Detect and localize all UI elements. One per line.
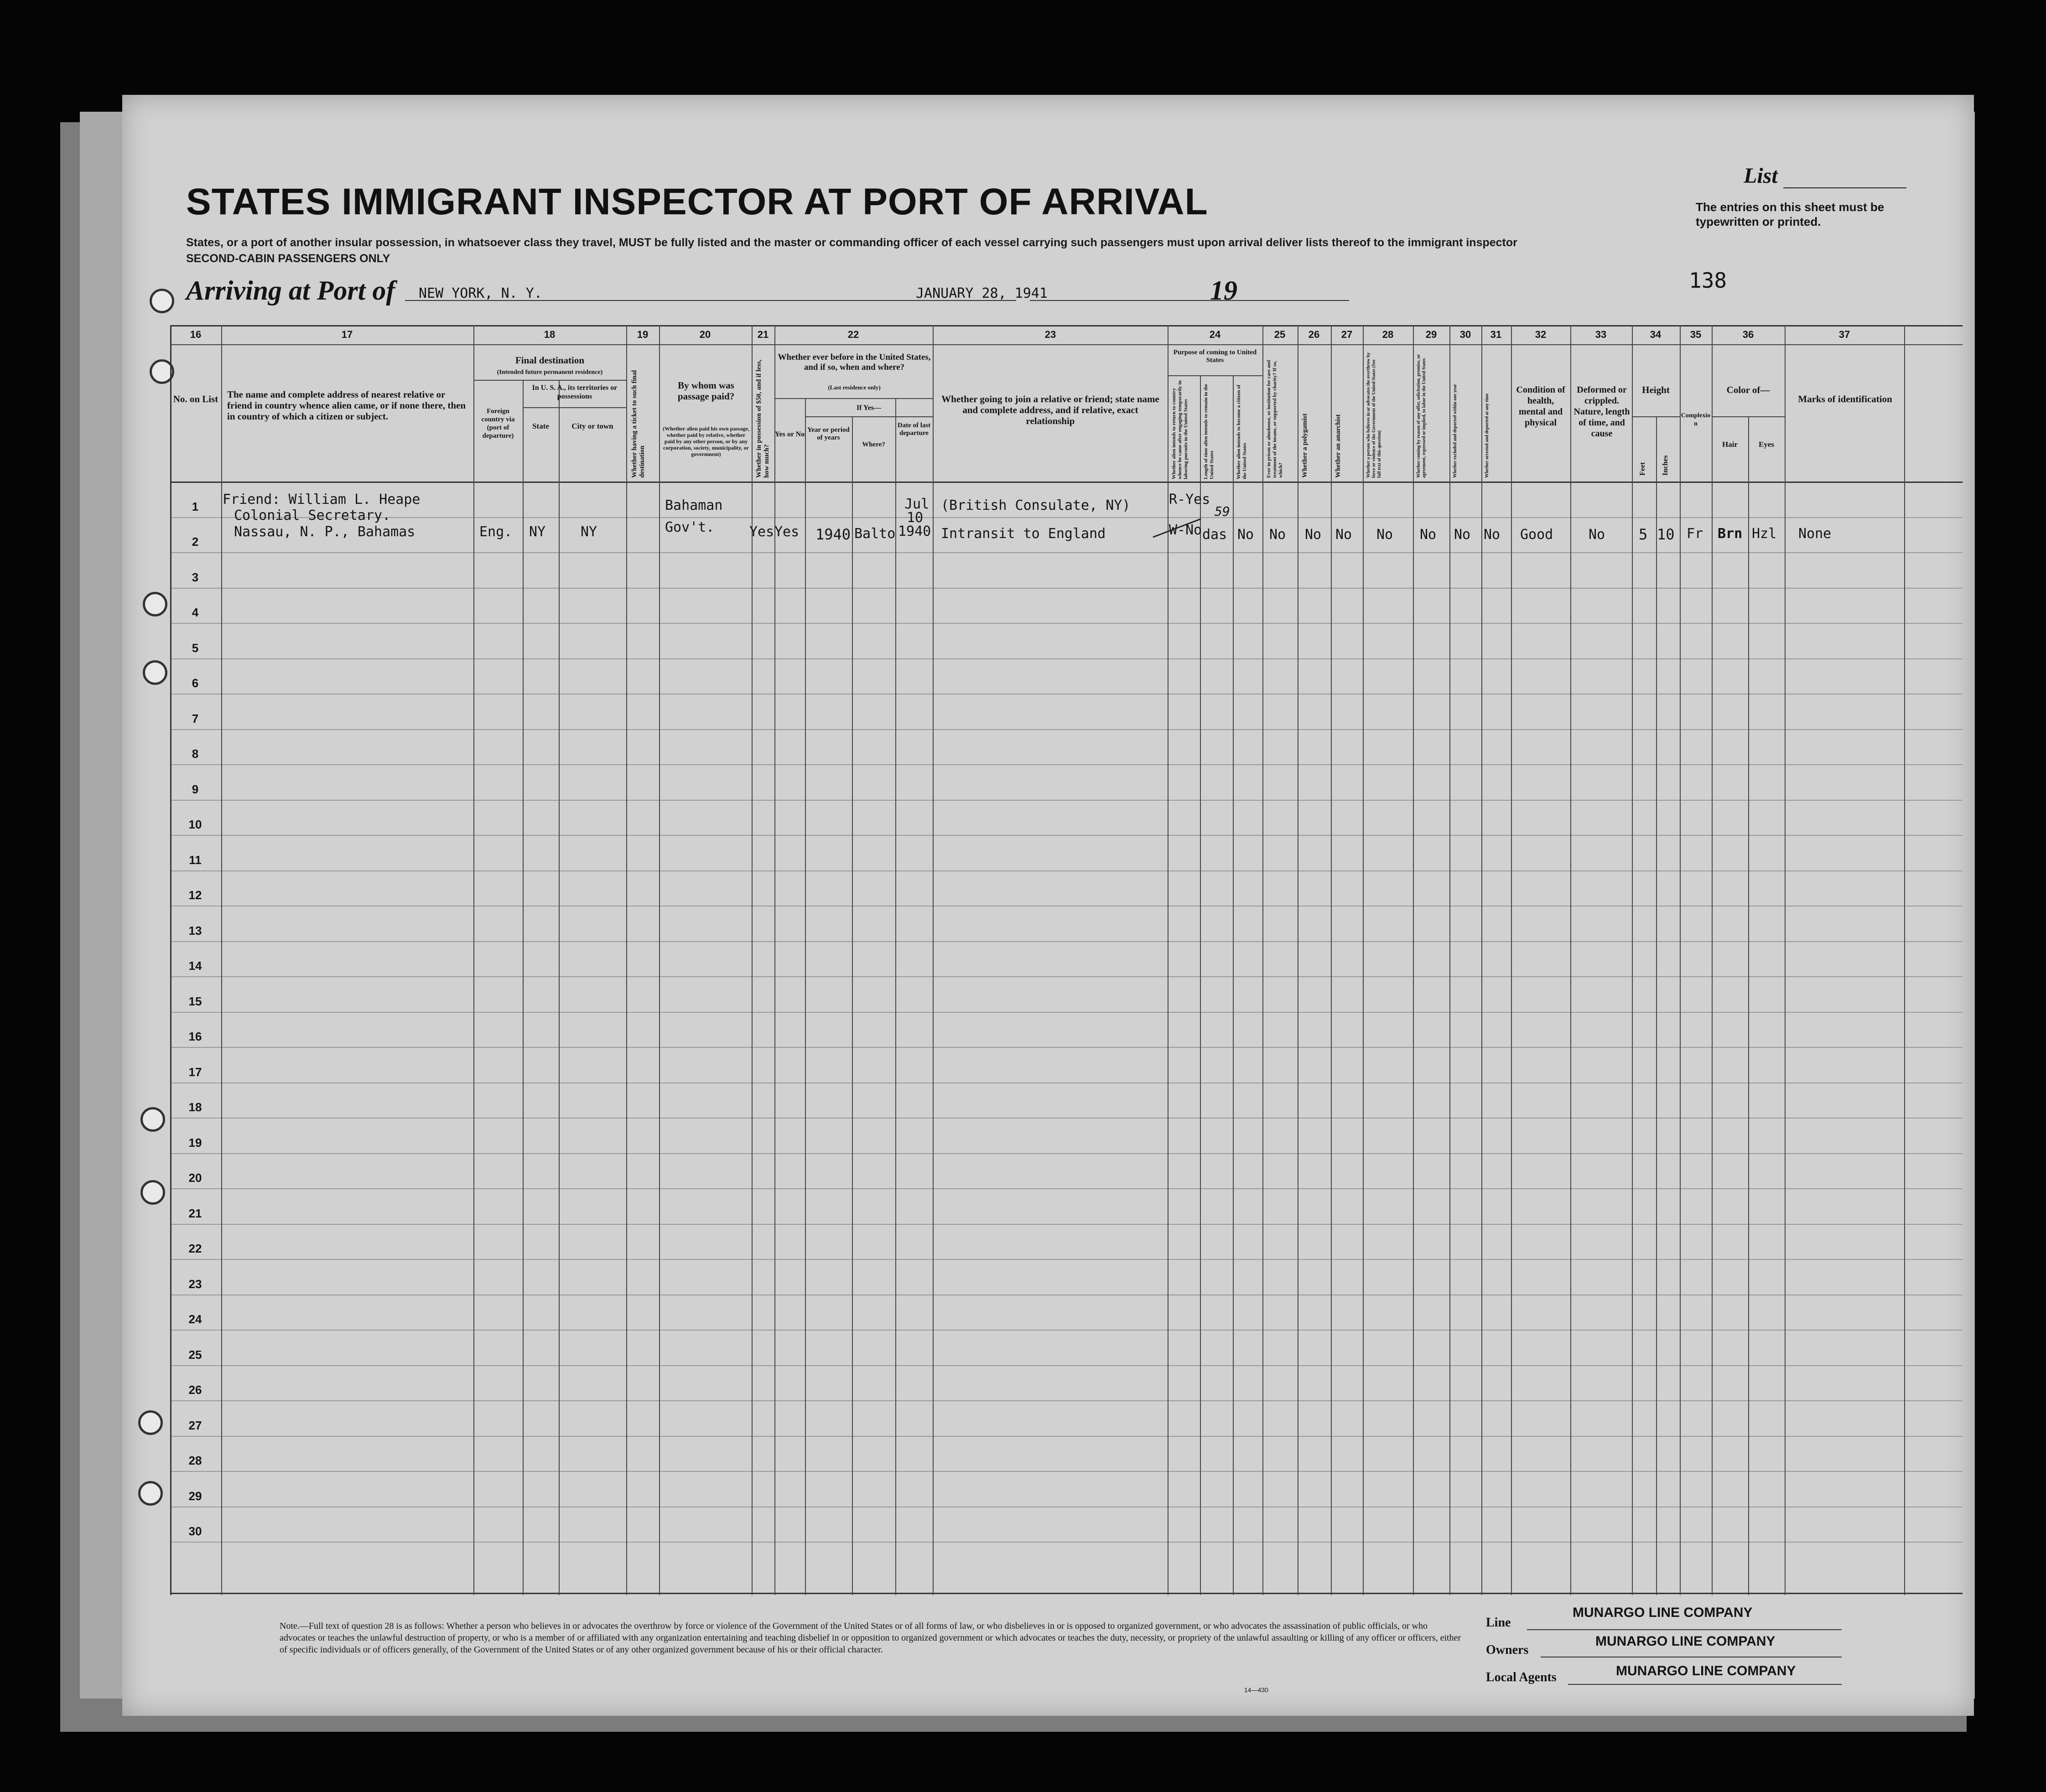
row-number: 22 [188, 1242, 202, 1255]
header-bottom-border [170, 482, 1963, 483]
col-number: 37 [1838, 329, 1850, 340]
row-number: 19 [188, 1135, 202, 1150]
header-polygamist: Whether a polygamist [1301, 413, 1309, 478]
row-line [170, 870, 1963, 871]
passenger-class-label: SECOND-CABIN PASSENGERS ONLY [186, 252, 390, 265]
row-line [170, 1471, 1963, 1472]
row-number: 17 [188, 1065, 202, 1079]
header-yes-no: Yes or No [774, 430, 805, 438]
table-bottom-border [170, 1593, 1963, 1594]
header-feet: Feet [1639, 462, 1646, 476]
row-line [170, 976, 1963, 977]
departure-year: 1940 [898, 523, 931, 539]
col-number: 23 [1044, 329, 1056, 340]
col-number: 31 [1490, 329, 1502, 340]
prison-value: No [1269, 527, 1286, 543]
departure-month: Jul [904, 496, 930, 512]
header-last-residence: (Last residence only) [828, 384, 881, 391]
fifty-dollars-value: Yes [749, 524, 774, 540]
header-prison: Ever in prison or almshouse, or institution for care and treatment of the insane, or supported by charity? If so, which? [1266, 360, 1283, 478]
row-line [170, 800, 1963, 801]
before-in-us-value: Yes [774, 524, 800, 540]
purpose-work: W-No [1169, 522, 1202, 538]
col-border [1748, 416, 1749, 1595]
header-before-in-us: Whether ever before in the United States, and if so, when and where? [778, 352, 931, 372]
typewritten-note: The entries on this sheet must be typewritten or printed. [1696, 200, 1885, 228]
row-line [170, 1542, 1963, 1543]
row-number: 27 [188, 1418, 202, 1432]
col-border [1712, 325, 1713, 1595]
agents-rule [1568, 1684, 1842, 1685]
binder-hole [140, 1180, 165, 1205]
owners-label: Owners [1486, 1643, 1529, 1657]
header-height: Height [1642, 384, 1670, 395]
friend-title: Colonial Secretary. [234, 508, 391, 523]
row-number: 10 [188, 818, 202, 831]
header-final-destination-note: (Intended future permanent residence) [497, 369, 603, 376]
friend-name: Friend: William L. Heape [223, 492, 421, 508]
manifest-sheet [122, 95, 1974, 1716]
header-health: Condition of health, mental and physical [1516, 385, 1565, 428]
col-number: 25 [1274, 329, 1286, 340]
header-deformed: Deformed or crippled. Nature, length of time, and cause [1573, 385, 1630, 439]
col-border [559, 380, 560, 1595]
col-border [473, 325, 474, 1595]
row-number: 14 [188, 959, 202, 973]
col-number: 19 [637, 329, 649, 340]
subheader-line [473, 380, 626, 381]
labor-offer-value: No [1420, 527, 1437, 543]
header-purpose-citizen: Whether alien intends to become a citizen of the United States [1236, 384, 1247, 479]
col-border [1785, 325, 1786, 1595]
date-line [1030, 300, 1349, 301]
row-number: 25 [188, 1347, 202, 1362]
citizen-value: No [1237, 527, 1254, 543]
row-number: 28 [188, 1454, 202, 1467]
header-hair: Hair [1722, 440, 1738, 449]
row-number: 9 [192, 782, 199, 796]
list-number-field [1744, 163, 1906, 188]
paid-by-line1: Bahaman [665, 497, 723, 513]
col-number: 17 [341, 329, 353, 340]
col-number: 29 [1425, 329, 1437, 340]
col-number: 35 [1690, 329, 1702, 340]
header-passage-paid: By whom was passage paid? [677, 380, 735, 402]
row-number: 15 [188, 994, 202, 1008]
header-where: Where? [862, 441, 885, 448]
joining-line1: (British Consulate, NY) [941, 497, 1131, 513]
header-in-usa: In U. S. A., its territories or possessions [532, 384, 618, 400]
row-line [170, 1436, 1963, 1437]
col-border [895, 398, 896, 1595]
row-number: 26 [188, 1383, 202, 1397]
row-line [170, 1012, 1963, 1013]
row-number: 12 [188, 888, 202, 902]
health-value: Good [1520, 527, 1553, 543]
col-border [805, 398, 806, 1595]
row-line [170, 1330, 1963, 1331]
line-label: Line [1486, 1616, 1511, 1630]
col-number: 32 [1535, 329, 1547, 340]
table-top-border [170, 325, 1963, 326]
sheet-number: 138 [1689, 268, 1727, 293]
agents-company: MUNARGO LINE COMPANY [1616, 1663, 1796, 1678]
col-border [1233, 375, 1234, 1595]
row-number: 4 [192, 606, 199, 619]
header-no-on-list: No. on List [173, 394, 218, 404]
row-line [170, 588, 1963, 589]
row-line [170, 1188, 1963, 1189]
where-value: Balto [854, 526, 896, 542]
header-if-yes: If Yes— [856, 404, 882, 412]
col-number: 28 [1382, 329, 1394, 340]
header-fifty-dollars: Whether in possession of $50, and if less, how much? [755, 359, 770, 478]
header-deported: Whether arrested and deported at any time [1485, 393, 1490, 478]
col-border [1511, 325, 1512, 1595]
row-line [170, 658, 1963, 659]
header-purpose-return: Whether alien intends to return to country whence he came after engaging temporarily in laboring pursuits in the United States [1171, 380, 1189, 479]
line-rule [1527, 1629, 1842, 1630]
length-value: das [1202, 527, 1227, 543]
subheader-line [805, 416, 933, 417]
row-number: 29 [188, 1489, 202, 1503]
col-number: 34 [1650, 329, 1662, 340]
row-line [170, 623, 1963, 624]
binder-hole [143, 660, 167, 685]
subheader-line [1632, 416, 1680, 417]
excluded-value: No [1454, 527, 1471, 543]
header-ticket: Whether having a ticket to such final destination [631, 370, 646, 478]
header-complexion: Complexion [1681, 412, 1711, 427]
list-number-line [1783, 170, 1906, 188]
header-year: Year or period of years [807, 426, 850, 441]
col-border [1656, 416, 1657, 1595]
subheader-line [1712, 416, 1785, 417]
row-line [170, 1259, 1963, 1260]
header-excluded: Whether excluded and deported within one year [1453, 384, 1458, 478]
row-number: 3 [192, 570, 199, 584]
form-number: 14—430 [1244, 1686, 1268, 1694]
marks-value: None [1798, 526, 1832, 542]
row-line [170, 941, 1963, 942]
question-28-note: Note.—Full text of question 28 is as follows: Whether a person who believes in or advocates the overthrow by force or violence of the Government of the United States or of all forms of law, or who disbelieves in or is opposed to organized government, or who advocates the assassination of public officials, or who advocates or teaches the unlawful destruction of property, or who is a member of or affiliated with any organization entertaining and teaching disbelief in or opposition to organized government or which advocates or teaches the duty, necessity, or propriety of the unlawful assaulting or killing of any officer or officers, either of specific individuals or of officers generally, of the Government of the United States or of any other organized government because of his or their official character. [280, 1621, 1461, 1655]
binder-hole [138, 1481, 163, 1506]
agents-label: Local Agents [1486, 1670, 1557, 1684]
header-date-departure: Date of last departure [897, 422, 931, 437]
col-border [852, 416, 853, 1595]
row-number: 5 [192, 641, 199, 655]
paid-by-line2: Gov't. [665, 519, 715, 535]
row-line [170, 764, 1963, 765]
purpose-strike-mark [1151, 517, 1205, 539]
col-border [1449, 325, 1450, 1595]
col-border [1632, 325, 1633, 1595]
row-line [170, 1224, 1963, 1225]
col-border [1262, 325, 1263, 1595]
header-labor-offer: Whether coming by reason of any offer, solicitation, promise, or agreement, expressed or implied, to labor in the United States [1416, 354, 1427, 478]
header-city: City or town [571, 422, 613, 430]
col-number: 26 [1308, 329, 1320, 340]
col-border [1904, 325, 1905, 1595]
binder-hole [140, 1107, 165, 1132]
column-number-divider [170, 344, 1963, 345]
binder-hole [138, 1410, 163, 1435]
header-overthrow: Whether a person who believes in or advocates the overthrow by force or violence of the Government of the United States (See full text of this question) [1366, 352, 1382, 478]
col-number: 21 [757, 329, 769, 340]
subheader-line [523, 407, 626, 408]
col-border [1481, 325, 1482, 1595]
col-number: 24 [1209, 329, 1221, 340]
row-number: 8 [192, 747, 199, 761]
row-number: 16 [188, 1030, 202, 1043]
row-number: 21 [188, 1206, 202, 1220]
row-line [170, 835, 1963, 836]
col-border [221, 325, 222, 1595]
header-eyes: Eyes [1759, 440, 1774, 449]
hair-value: Brn [1718, 526, 1743, 542]
col-border [1680, 325, 1681, 1595]
header-marks: Marks of identification [1798, 394, 1892, 404]
col-border [752, 325, 753, 1595]
col-border [659, 325, 660, 1595]
col-border [1413, 325, 1414, 1595]
page-title: STATES IMMIGRANT INSPECTOR AT PORT OF ARRIVAL [186, 181, 1208, 223]
foreign-country-value: Eng. [479, 524, 513, 540]
overthrow-value: No [1376, 527, 1393, 543]
row-line [170, 1365, 1963, 1366]
col-border [1331, 325, 1332, 1595]
subheader-line [1168, 375, 1262, 376]
header-relative-address: The name and complete address of nearest relative or friend in country whence alien came, or if none there, then in country of which a citizen or subject. [227, 389, 466, 422]
year-prefix: 19 [1210, 275, 1237, 306]
deformed-value: No [1589, 527, 1605, 543]
deported-value: No [1484, 527, 1501, 543]
row-number: 24 [188, 1312, 202, 1326]
col-border [774, 325, 775, 1595]
header-instructions: States, or a port of another insular possession, in whatsoever class they travel, MUST be fully listed and the master or commanding officer of each vessel carrying such passengers must upon arrival deliver lists thereof to the immigrant inspector [186, 236, 1517, 249]
col-border [626, 325, 627, 1595]
col-number: 18 [544, 329, 556, 340]
row-line [170, 1153, 1963, 1154]
col-border [933, 325, 934, 1595]
purpose-annotation: 59 [1215, 504, 1230, 519]
header-passage-note: (Whether alien paid his own passage, whether paid by relative, whether paid by any other person, or by any corporation, society, municipality, or government) [663, 425, 749, 457]
header-purpose-length: Length of time alien intends to remain in the United States [1203, 384, 1215, 479]
joining-line2: Intransit to England [941, 526, 1106, 542]
eyes-value: Hzl [1752, 526, 1777, 542]
row-number: 2 [192, 535, 199, 549]
polygamist-value: No [1305, 527, 1322, 543]
header-state: State [532, 422, 549, 430]
col-number: 22 [847, 329, 859, 340]
col-number: 20 [699, 329, 711, 340]
row-line [170, 517, 1963, 518]
row-line [170, 552, 1963, 553]
row-number: 20 [188, 1171, 202, 1185]
arriving-label: Arriving at Port of [186, 275, 395, 306]
manifest-table [170, 325, 1963, 1595]
feet-value: 5 [1639, 526, 1648, 543]
friend-address: Nassau, N. P., Bahamas [234, 524, 415, 540]
col-number: 27 [1341, 329, 1353, 340]
row-line [170, 1400, 1963, 1401]
col-border [1200, 375, 1201, 1595]
departure-day: 10 [907, 510, 924, 526]
port-value: NEW YORK, N. Y. [419, 285, 542, 301]
row-number: 1 [192, 499, 199, 513]
row-number: 18 [188, 1100, 202, 1114]
header-foreign-country: Foreign country via (port of departure) [481, 408, 515, 440]
row-number: 6 [192, 676, 199, 690]
line-company: MUNARGO LINE COMPANY [1573, 1605, 1753, 1620]
row-number: 11 [189, 853, 202, 867]
row-line [170, 729, 1963, 730]
row-number: 13 [188, 923, 202, 937]
owners-company: MUNARGO LINE COMPANY [1595, 1634, 1776, 1649]
inches-value: 10 [1657, 526, 1675, 543]
col-border [1570, 325, 1571, 1595]
header-final-destination: Final destination [515, 355, 585, 366]
purpose-return: R-Yes [1169, 492, 1210, 508]
binder-hole [150, 289, 174, 313]
header-anarchist: Whether an anarchist [1335, 414, 1342, 478]
header-inches: Inches [1662, 455, 1669, 476]
row-line [170, 1047, 1963, 1048]
header-color-of: Color of— [1726, 384, 1770, 395]
row-line [170, 1082, 1963, 1083]
col-number: 36 [1742, 329, 1754, 340]
header-joining: Whether going to join a relative or friend; state name and complete address, and if relative, exact relationship [941, 394, 1159, 426]
row-number: 7 [192, 711, 199, 725]
row-number: 23 [188, 1277, 202, 1291]
binder-hole [143, 592, 167, 616]
row-number: 30 [188, 1524, 202, 1538]
col-number: 30 [1459, 329, 1471, 340]
row-line [170, 1118, 1963, 1119]
col-border [1363, 325, 1364, 1595]
list-label: List [1744, 164, 1778, 188]
col-border [523, 380, 524, 1595]
col-number: 33 [1595, 329, 1607, 340]
year-value: 1940 [815, 526, 851, 543]
city-value: NY [581, 524, 597, 540]
header-purpose: Purpose of coming to United States [1173, 349, 1257, 364]
subheader-line [774, 398, 933, 399]
anarchist-value: No [1335, 527, 1352, 543]
col-number: 16 [190, 329, 202, 340]
complexion-value: Fr [1687, 526, 1703, 542]
state-value: NY [529, 524, 546, 540]
date-value: JANUARY 28, 1941 [916, 285, 1048, 301]
